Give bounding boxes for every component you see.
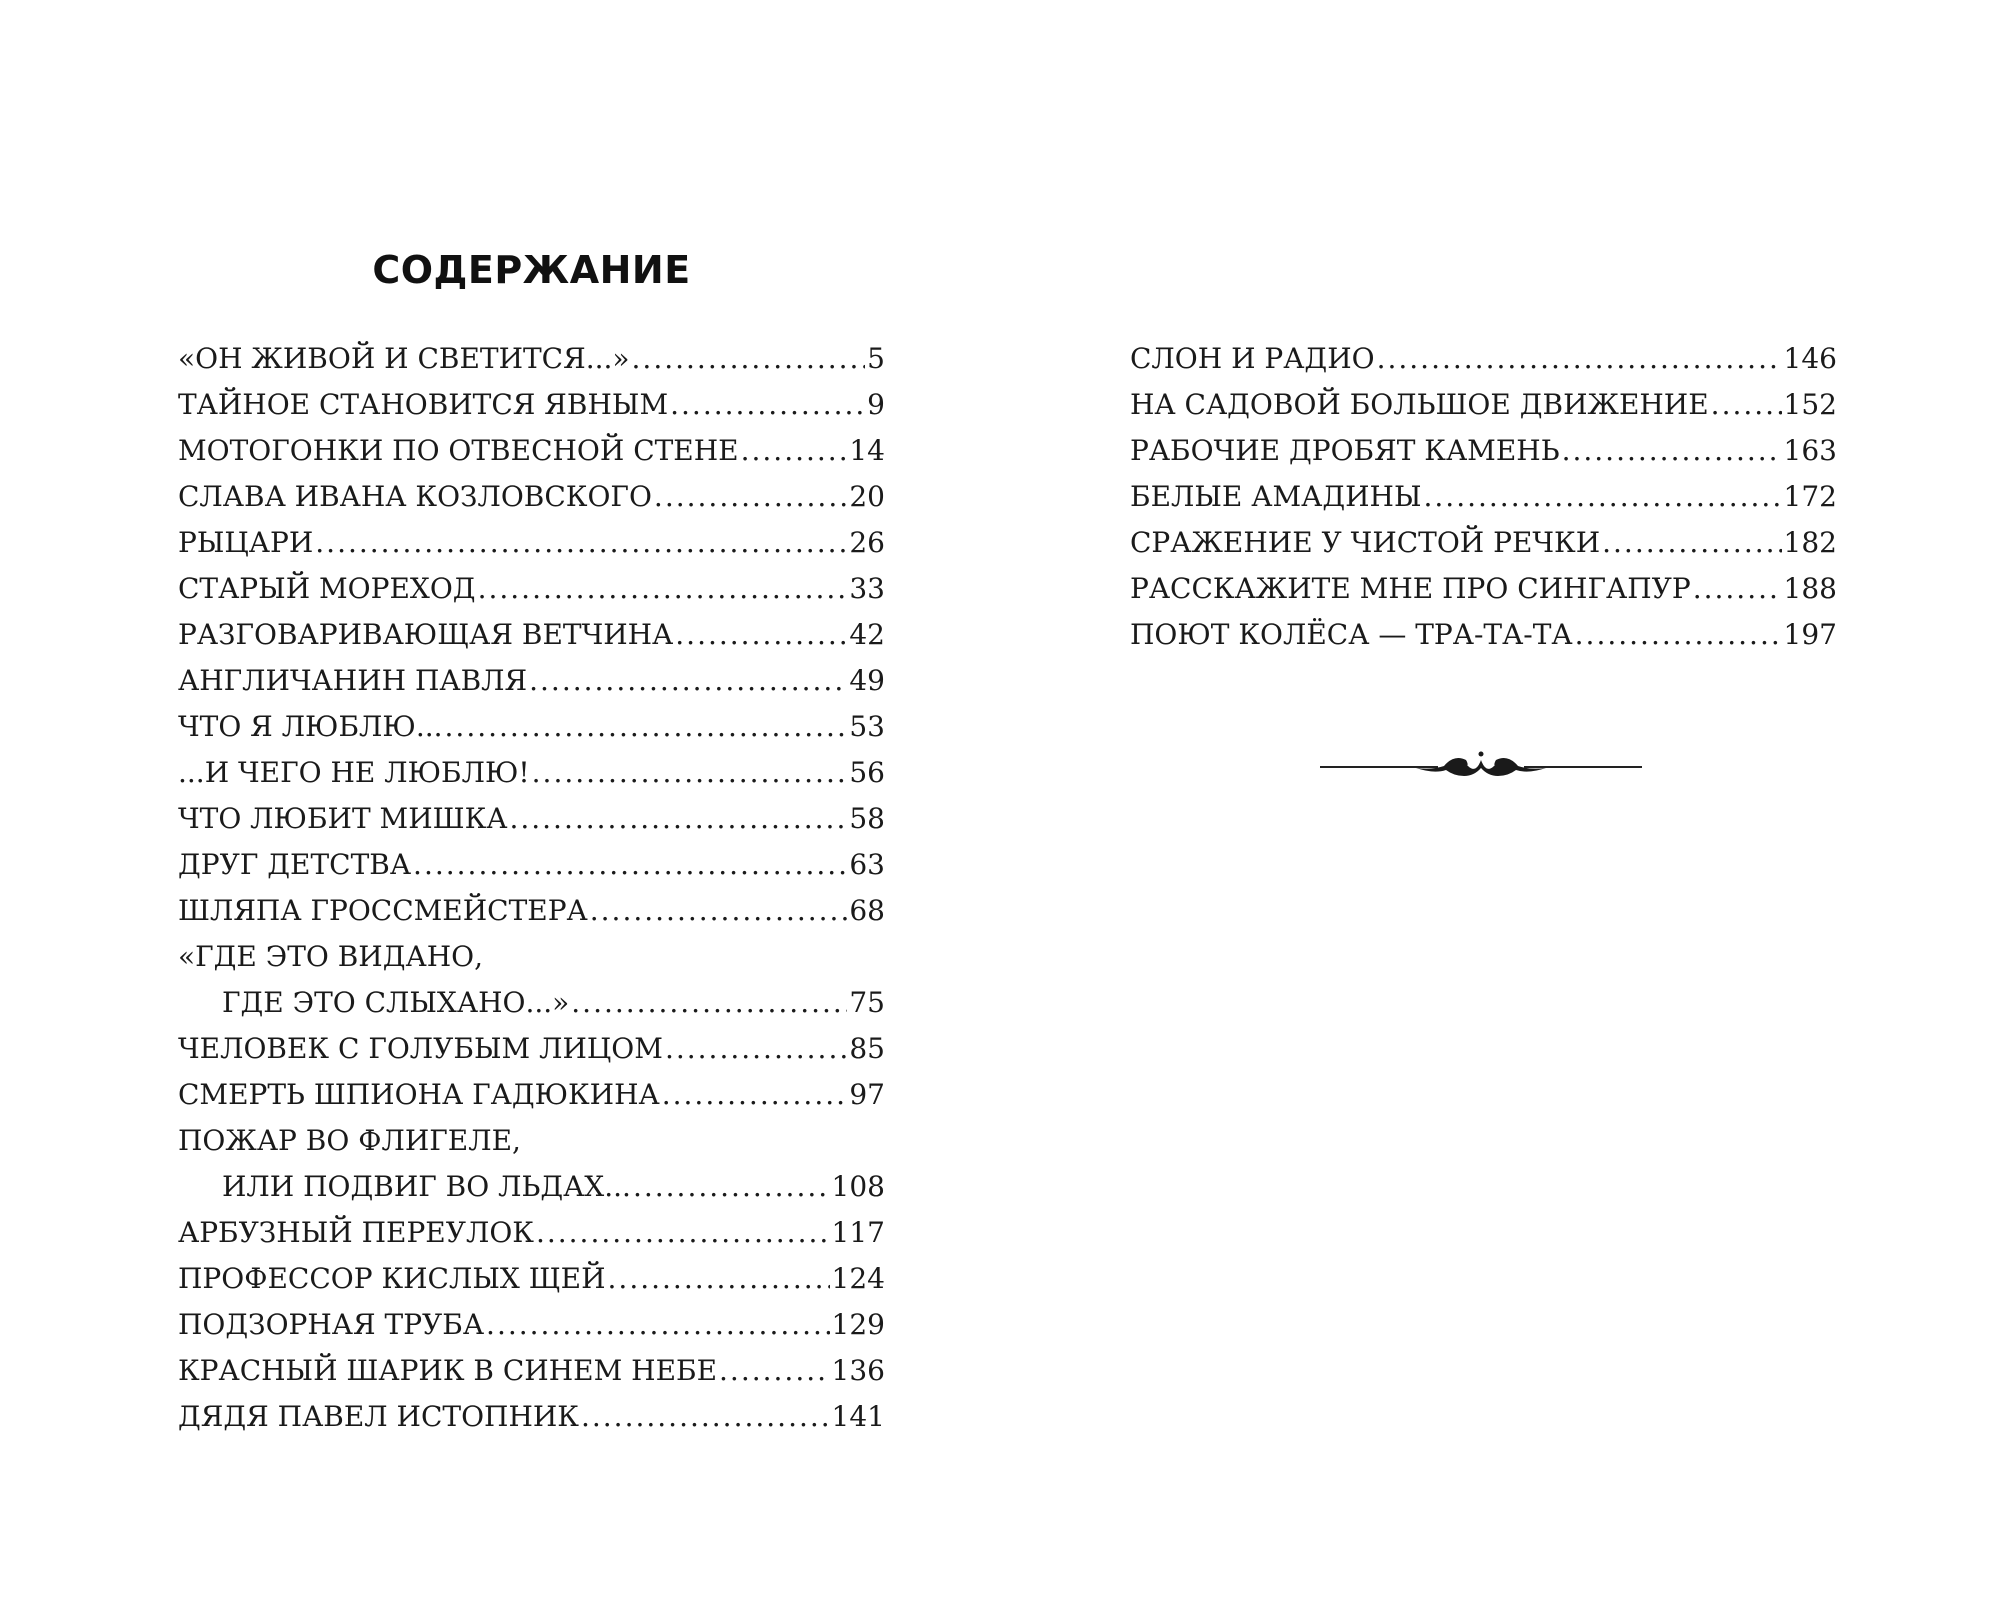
toc-entry-multiline xyxy=(178,1118,885,1210)
toc-entry-page: 188 xyxy=(1783,572,1837,605)
toc-entry-page: 141 xyxy=(831,1400,885,1433)
toc-entry-page: 26 xyxy=(849,526,885,559)
toc-entry xyxy=(178,796,885,842)
toc-leader xyxy=(571,980,847,1026)
toc-entry-page: 182 xyxy=(1783,526,1837,559)
toc-leader xyxy=(509,796,847,842)
toc-entry-page: 5 xyxy=(867,342,885,375)
toc-entry xyxy=(178,1072,885,1118)
toc-entry xyxy=(1130,382,1837,428)
toc-leader xyxy=(1562,428,1782,474)
toc-entry xyxy=(1130,520,1837,566)
toc-leader xyxy=(1377,336,1782,382)
toc-entry-title: ПРОФЕССОР КИСЛЫХ ЩЕЙ xyxy=(178,1262,606,1295)
toc-entry-title: БЕЛЫЕ АМАДИНЫ xyxy=(1130,480,1422,513)
toc-entry-title-first-line: «ГДЕ ЭТО ВИДАНО, xyxy=(178,940,483,973)
toc-entry-page: 129 xyxy=(831,1308,885,1341)
toc-leader xyxy=(486,1302,830,1348)
toc-leader xyxy=(608,1256,830,1302)
toc-entry-title: ИЛИ ПОДВИГ ВО ЛЬДАХ... xyxy=(222,1170,631,1203)
toc-entry-title: ЧТО Я ЛЮБЛЮ... xyxy=(178,710,443,743)
toc-entry-page: 58 xyxy=(849,802,885,835)
toc-leader xyxy=(315,520,847,566)
toc-leader xyxy=(741,428,848,474)
toc-entry-page: 85 xyxy=(849,1032,885,1065)
toc-entry-page: 14 xyxy=(849,434,885,467)
toc-entry-title: ...И ЧЕГО НЕ ЛЮБЛЮ! xyxy=(178,756,530,789)
toc-entry-title: ГДЕ ЭТО СЛЫХАНО...» xyxy=(222,986,570,1019)
toc-leader xyxy=(413,842,847,888)
toc-entry xyxy=(178,1348,885,1394)
toc-leader xyxy=(445,704,848,750)
toc-entry-title-first-line: ПОЖАР ВО ФЛИГЕЛЕ, xyxy=(178,1124,521,1157)
toc-entry-page: 63 xyxy=(849,848,885,881)
toc-leader xyxy=(675,612,847,658)
toc-entry-title: ПОЮТ КОЛЁСА — ТРА-ТА-ТА xyxy=(1130,618,1573,651)
toc-entry-page: 49 xyxy=(849,664,885,697)
toc-entry xyxy=(178,842,885,888)
toc-leader xyxy=(719,1348,830,1394)
toc-entry-title: ДЯДЯ ПАВЕЛ ИСТОПНИК xyxy=(178,1400,579,1433)
toc-entry-page: 53 xyxy=(849,710,885,743)
toc-leader xyxy=(662,1072,848,1118)
toc-entry-page: 20 xyxy=(849,480,885,513)
toc-entry-title: СМЕРТЬ ШПИОНА ГАДЮКИНА xyxy=(178,1078,660,1111)
toc-entry xyxy=(1130,474,1837,520)
toc-entry xyxy=(178,428,885,474)
toc-entry-title: ЧТО ЛЮБИТ МИШКА xyxy=(178,802,508,835)
toc-leader xyxy=(1693,566,1782,612)
toc-leader xyxy=(532,750,848,796)
toc-entry xyxy=(178,1302,885,1348)
toc-entry xyxy=(1130,612,1837,658)
toc-entry-page: 108 xyxy=(831,1170,885,1203)
toc-leader xyxy=(590,888,848,934)
toc-entry xyxy=(178,750,885,796)
toc-entry-page: 75 xyxy=(849,986,885,1019)
toc-leader xyxy=(581,1394,830,1440)
decorative-flourish-icon xyxy=(1320,746,1642,786)
toc-entry-title: ТАЙНОЕ СТАНОВИТСЯ ЯВНЫМ xyxy=(178,388,669,421)
toc-leader xyxy=(1711,382,1782,428)
toc-right-column xyxy=(1130,336,1837,658)
toc-entry-title: СЛОН И РАДИО xyxy=(1130,342,1375,375)
page-title: СОДЕРЖАНИЕ xyxy=(372,248,691,292)
toc-leader xyxy=(1602,520,1781,566)
toc-leader xyxy=(670,382,865,428)
toc-entry-title: КРАСНЫЙ ШАРИК В СИНЕМ НЕБЕ xyxy=(178,1354,718,1387)
toc-leader xyxy=(1575,612,1782,658)
toc-leader xyxy=(632,336,866,382)
toc-leader xyxy=(633,1164,830,1210)
toc-left-column xyxy=(178,336,885,1440)
toc-entry-title: МОТОГОНКИ ПО ОТВЕСНОЙ СТЕНЕ xyxy=(178,434,739,467)
toc-entry-title: ДРУГ ДЕТСТВА xyxy=(178,848,412,881)
toc-entry xyxy=(178,1026,885,1072)
toc-entry xyxy=(178,474,885,520)
toc-entry-page: 33 xyxy=(849,572,885,605)
toc-entry-title: СЛАВА ИВАНА КОЗЛОВСКОГО xyxy=(178,480,652,513)
toc-entry-page: 136 xyxy=(831,1354,885,1387)
toc-entry-page: 42 xyxy=(849,618,885,651)
toc-leader xyxy=(665,1026,847,1072)
toc-entry xyxy=(178,1210,885,1256)
toc-entry-title: ПОДЗОРНАЯ ТРУБА xyxy=(178,1308,485,1341)
toc-entry-page: 9 xyxy=(867,388,885,421)
toc-entry xyxy=(1130,566,1837,612)
toc-entry xyxy=(178,658,885,704)
toc-entry-title: РАБОЧИЕ ДРОБЯТ КАМЕНЬ xyxy=(1130,434,1560,467)
toc-leader xyxy=(654,474,847,520)
toc-entry-title: РЫЦАРИ xyxy=(178,526,314,559)
toc-entry xyxy=(178,888,885,934)
toc-entry xyxy=(178,520,885,566)
toc-entry-title: СТАРЫЙ МОРЕХОД xyxy=(178,572,476,605)
toc-entry xyxy=(178,1394,885,1440)
toc-leader xyxy=(1424,474,1782,520)
toc-entry xyxy=(178,612,885,658)
toc-leader xyxy=(478,566,848,612)
toc-entry xyxy=(178,566,885,612)
toc-entry xyxy=(178,336,885,382)
toc-entry-page: 117 xyxy=(831,1216,885,1249)
toc-entry-page: 56 xyxy=(849,756,885,789)
toc-entry-page: 152 xyxy=(1783,388,1837,421)
toc-entry-title: ШЛЯПА ГРОССМЕЙСТЕРА xyxy=(178,894,588,927)
toc-entry xyxy=(1130,428,1837,474)
toc-entry-page: 146 xyxy=(1783,342,1837,375)
toc-entry-page: 68 xyxy=(849,894,885,927)
toc-entry xyxy=(178,704,885,750)
toc-entry-page: 163 xyxy=(1783,434,1837,467)
toc-entry-title: АНГЛИЧАНИН ПАВЛЯ xyxy=(178,664,528,697)
toc-entry-page: 197 xyxy=(1783,618,1837,651)
toc-entry-title: «ОН ЖИВОЙ И СВЕТИТСЯ...» xyxy=(178,342,630,375)
toc-entry-page: 124 xyxy=(831,1262,885,1295)
toc-entry-title: НА САДОВОЙ БОЛЬШОЕ ДВИЖЕНИЕ xyxy=(1130,388,1709,421)
toc-entry-title: РАССКАЖИТЕ МНЕ ПРО СИНГАПУР xyxy=(1130,572,1691,605)
toc-leader xyxy=(529,658,847,704)
toc-entry-title: ЧЕЛОВЕК С ГОЛУБЫМ ЛИЦОМ xyxy=(178,1032,663,1065)
toc-entry-title: СРАЖЕНИЕ У ЧИСТОЙ РЕЧКИ xyxy=(1130,526,1601,559)
toc-entry xyxy=(178,382,885,428)
toc-entry xyxy=(178,1256,885,1302)
toc-entry-multiline xyxy=(178,934,885,1026)
toc-entry-page: 172 xyxy=(1783,480,1837,513)
toc-entry-page: 97 xyxy=(849,1078,885,1111)
toc-entry-title: АРБУЗНЫЙ ПЕРЕУЛОК xyxy=(178,1216,534,1249)
toc-entry xyxy=(1130,336,1837,382)
toc-leader xyxy=(536,1210,830,1256)
toc-entry-title: РАЗГОВАРИВАЮЩАЯ ВЕТЧИНА xyxy=(178,618,674,651)
